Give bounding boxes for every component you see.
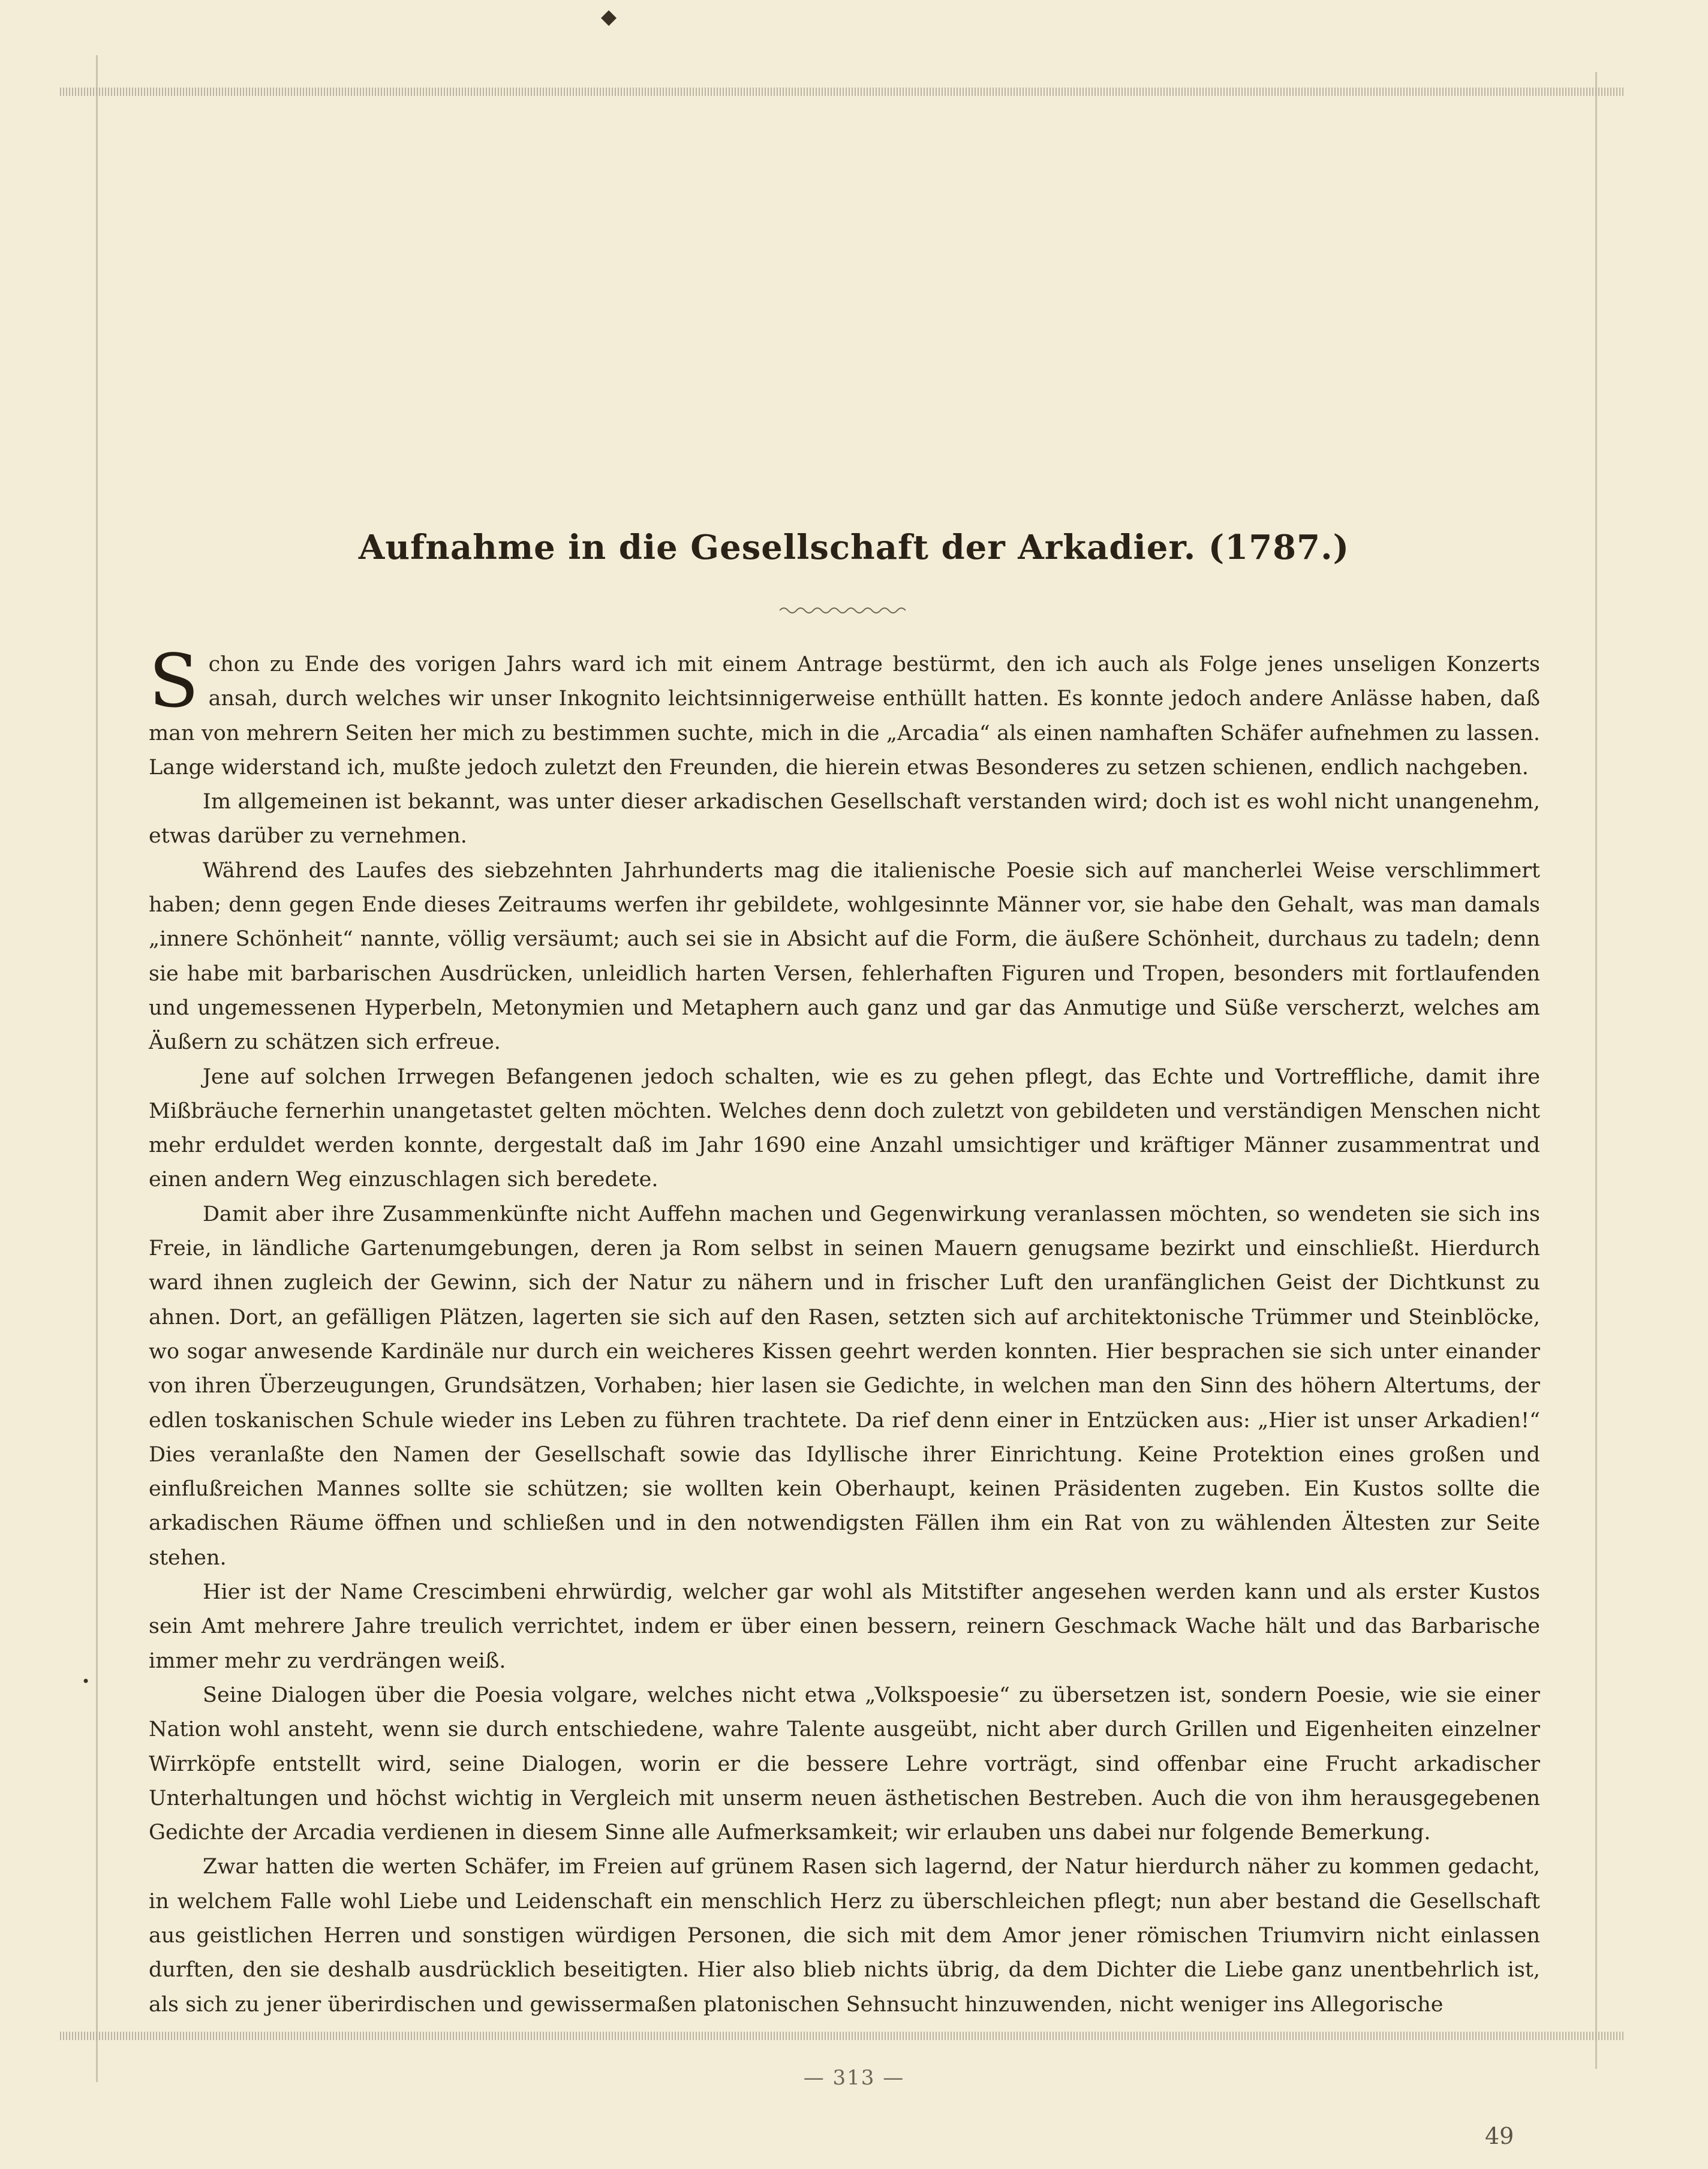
signature-mark: 49 [1485, 2123, 1514, 2149]
bottom-border-rule [60, 2032, 1625, 2040]
paragraph-8: Zwar hatten die werten Schäfer, im Freien auf grünem Rasen sich lagernd, der Natur hierdurch näher zu kommen gedacht, in welchem Falle wohl Liebe und Leidenschaft ein menschlich Herz zu überschleichen pflegt; nun aber bestand die Gesellschaft aus geistlichen Herren und sonstigen würdigen Personen, die sich mit dem Amor jener römischen Triumvirn nicht einlassen durften, den sie deshalb ausdrücklich beseitigten. Hier also blieb nichts übrig, da dem Dichter die Liebe ganz unentbehrlich ist, als sich zu jener überirdischen und gewissermaßen platonischen Sehnsucht hinzuwenden, nicht weniger ins Allegorische [149, 1855, 1540, 2017]
paragraph-3: Während des Laufes des siebzehnten Jahrhunderts mag die italienische Poesie sich auf mancherlei Weise verschlimmert haben; denn gegen Ende dieses Zeitraums werfen ihr gebildete, wohlgesinnte Männer vor, sie habe den Gehalt, was man damals „innere Schönheit“ nannte, völlig versäumt; auch sei sie in Absicht auf die Form, die äußere Schönheit, durchaus zu tadeln; denn sie habe mit barbarischen Ausdrücken, unleidlich harten Versen, fehlerhaften Figuren und Tropen, besonders mit fortlaufenden und ungemessenen Hyperbeln, Metonymien und Metaphern auch ganz und gar das Anmutige und Süße verscherzt, welches am Äußern zu schätzen sich erfreue. [149, 858, 1540, 1055]
paragraph-5: Damit aber ihre Zusammenkünfte nicht Auffehn machen und Gegenwirkung veranlassen möchten, so wendeten sie sich ins Freie, in ländliche Gartenumgebungen, deren ja Rom selbst in seinen Mauern genugsame bezirkt und einschließt. Hierdurch ward ihnen zugleich der Gewinn, sich der Natur zu nähern und in frischer Luft den uranfänglichen Geist der Dichtkunst zu ahnen. Dort, an gefälligen Plätzen, lagerten sie sich auf den Rasen, setzten sich auf architektonische Trümmer und Steinblöcke, wo sogar anwesende Kardinäle nur durch ein weicheres Kissen geehrt werden konnten. Hier besprachen sie sich unter einander von ihren Überzeugungen, Grundsätzen, Vorhaben; hier lasen sie Gedichte, in welchen man den Sinn des höhern Altertums, der edlen toskanischen Schule wieder ins Leben zu führen trachtete. Da rief denn einer in Entzücken aus: „Hier ist unser Arkadien!“ Dies veranlaßte den Namen der Gesellschaft sowie das Idyllische ihrer Einrichtung. Keine Protektion eines großen und einflußreichen Mannes sollte sie schützen; sie wollten kein Oberhaupt, keinen Präsidenten zugeben. Ein Kustos sollte die arkadischen Räume öffnen und schließen und in den notwendigsten Fällen ihm ein Rat von zu wählenden Ältesten zur Seite stehen. [149, 1202, 1540, 1570]
paragraph-6: Hier ist der Name Crescimbeni ehrwürdig, welcher gar wohl als Mitstifter angesehen werden kann und als erster Kustos sein Amt mehrere Jahre treulich verrichtet, indem er über einen bessern, reinern Geschmack Wache hält und das Barbarische immer mehr zu verdrängen weiß. [149, 1580, 1540, 1673]
right-border-rule [1595, 72, 1597, 2069]
ink-speck-top: ◆ [601, 5, 617, 29]
paragraph-4: Jene auf solchen Irrwegen Befangenen jedoch schalten, wie es zu gehen pflegt, das Echte und Vortreffliche, damit ihre Mißbräuche fernerhin unangetastet gelten möchten. Welches denn doch zuletzt von gebildeten und verständigen Menschen nicht mehr erduldet werden konnte, dergestalt daß im Jahr 1690 eine Anzahl umsichtiger und kräftiger Männer zusammentrat und einen andern Weg einzuschlagen sich beredete. [149, 1064, 1540, 1192]
paragraph-7: Seine Dialogen über die Poesia volgare, welches nicht etwa „Volkspoesie“ zu übersetzen ist, sondern Poesie, wie sie einer Nation wohl ansteht, wenn sie durch entschiedene, wahre Talente ausgeübt, nicht aber durch Grillen und Eigenheiten einzelner Wirrköpfe entstellt wird, seine Dialogen, worin er die bessere Lehre vorträgt, sind offenbar eine Frucht arkadischer Unterhaltungen und höchst wichtig in Vergleich mit unserm neuen ästhetischen Bestreben. Auch die von ihm herausgegebenen Gedichte der Arcadia verdienen in diesem Sinne alle Aufmerksamkeit; wir erlauben uns dabei nur folgende Bemerkung. [149, 1683, 1540, 1845]
paragraph-1-text: chon zu Ende des vorigen Jahrs ward ich mit einem Antrage bestürmt, den ich auch als Folge jenes unseligen Konzerts ansah, durch welches wir unser Inkognito leichtsinnigerweise enthüllt hatten. Es konnte jedoch andere Anlässe haben, daß man von mehrern Seiten her mich zu bestimmen suchte, mich in die „Arcadia“ als einen namhaften Schäfer aufnehmen zu lassen. Lange widerstand ich, mußte jedoch zuletzt den Freunden, die hierein etwas Besonderes zu setzen schienen, endlich nachgeben. [149, 652, 1540, 780]
left-border-rule [96, 55, 98, 2082]
top-border-rule [60, 88, 1625, 96]
paragraph-1 [149, 639, 1540, 785]
chapter-title: Aufnahme in die Gesellschaft der Arkadier. (1787.) [358, 528, 1350, 567]
paragraph-2: Im allgemeinen ist bekannt, was unter dieser arkadischen Gesellschaft verstanden wird; doch ist es wohl nicht unangenehm, etwas darüber zu vernehmen. [149, 790, 1540, 849]
title-flourish [780, 604, 906, 616]
dropcap: S [149, 639, 199, 724]
body-text [149, 639, 1540, 2022]
ink-speck-left: • [82, 1673, 91, 1690]
page-number: — 313 — [803, 2066, 905, 2090]
